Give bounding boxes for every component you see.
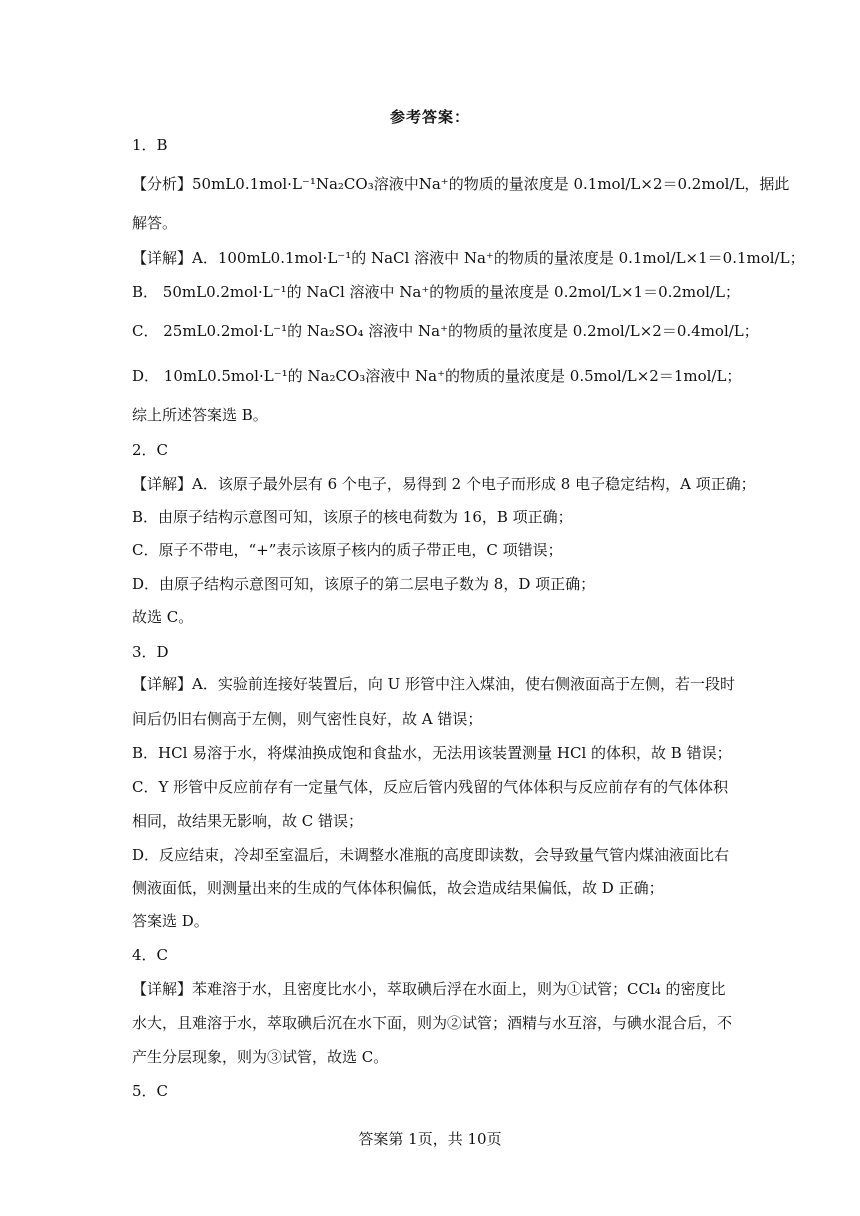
answer-2-line-4: D．由原子结构示意图可知，该原子的第二层电子数为 8，D 项正确； [132, 575, 596, 593]
answer-3-line-6: D．反应结束，冷却至室温后，未调整水准瓶的高度即读数，会导致量气管内煤油液面比右 [132, 846, 730, 864]
answer-2-line-2: B．由原子结构示意图可知，该原子的核电荷数为 16，B 项正确； [132, 508, 573, 526]
answer-1-line-3: 【详解】A．100mL0.1mol·L⁻¹的 NaCl 溶液中 Na⁺的物质的量浓度是 0.1mol/L×1＝0.1mol/L； [132, 249, 805, 267]
answer-3-line-3: B．HCl 易溶于水，将煤油换成饱和食盐水，无法用该装置测量 HCl 的体积，故 B 错误； [132, 744, 732, 762]
answer-3-line-1: 【详解】A．实验前连接好装置后，向 U 形管中注入煤油，使右侧液面高于左侧，若一段时 [132, 675, 736, 693]
answer-1-number: 1．B [132, 136, 168, 154]
answer-2-line-5: 故选 C。 [132, 608, 194, 626]
page-title: 参考答案： [389, 108, 470, 126]
answer-3-line-5: 相同，故结果无影响，故 C 错误； [132, 812, 364, 830]
answer-2-line-1: 【详解】A．该原子最外层有 6 个电子，易得到 2 个电子而形成 8 电子稳定结构，A 项正确； [132, 475, 756, 493]
answer-4-number: 4．C [132, 946, 169, 964]
page-footer: 答案第 1页，共 10页 [358, 1130, 502, 1148]
answer-3-line-7: 侧液面低，则测量出来的生成的气体体积偏低，故会造成结果偏低，故 D 正确； [132, 879, 664, 897]
answer-1-line-4: B． 50mL0.2mol·L⁻¹的 NaCl 溶液中 Na⁺的物质的量浓度是 0.2mol/L×1＝0.2mol/L； [132, 283, 740, 301]
answer-1-line-7: 综上所述答案选 B。 [132, 406, 268, 424]
answer-2-number: 2．C [132, 441, 169, 459]
answer-2-line-3: C．原子不带电，“+”表示该原子核内的质子带正电，C 项错误； [132, 541, 563, 559]
answer-4-line-3: 产生分层现象，则为③试管，故选 C。 [132, 1048, 389, 1066]
answer-1-line-1: 【分析】50mL0.1mol·L⁻¹Na₂CO₃溶液中Na⁺的物质的量浓度是 0.1mol/L×2＝0.2mol/L，据此 [132, 175, 790, 193]
answer-3-line-4: C．Y 形管中反应前存有一定量气体，反应后管内残留的气体体积与反应前存有的气体体积 [132, 778, 729, 796]
answer-1-line-2: 解答。 [132, 214, 178, 232]
answer-4-line-2: 水大，且难溶于水，萃取碘后沉在水下面，则为②试管；酒精与水互溶，与碘水混合后，不 [132, 1014, 733, 1032]
answer-5-number: 5．C [132, 1082, 169, 1100]
answer-3-line-2: 间后仍旧右侧高于左侧，则气密性良好，故 A 错误； [132, 710, 483, 728]
answer-1-line-6: D． 10mL0.5mol·L⁻¹的 Na₂CO₃溶液中 Na⁺的物质的量浓度是 0.5mol/L×2＝1mol/L； [132, 367, 742, 385]
answer-4-line-1: 【详解】苯难溶于水，且密度比水小，萃取碘后浮在水面上，则为①试管；CCl₄ 的密度比 [132, 980, 726, 998]
answer-1-line-5: C． 25mL0.2mol·L⁻¹的 Na₂SO₄ 溶液中 Na⁺的物质的量浓度是 0.2mol/L×2＝0.4mol/L； [132, 322, 759, 340]
answer-3-number: 3．D [132, 643, 169, 661]
answer-3-line-8: 答案选 D。 [132, 912, 209, 930]
